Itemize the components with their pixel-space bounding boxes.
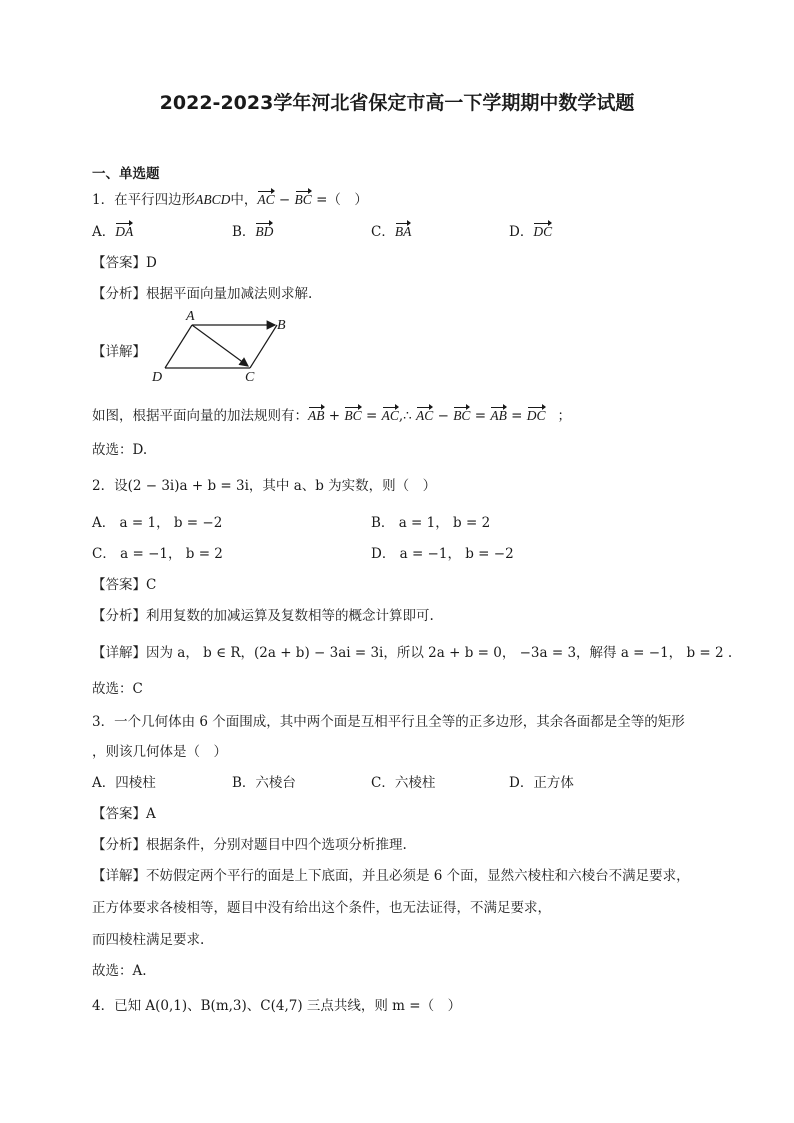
q3-analysis	[92, 833, 407, 853]
q1-conclusion: 故选：D.	[92, 442, 148, 458]
answer-label: 【答案】	[92, 806, 146, 822]
segment-bc	[250, 325, 277, 368]
q1-detail-op: =	[506, 408, 527, 424]
answer-label: 【答案】	[92, 255, 146, 271]
q2-analysis-text: 利用复数的加减运算及复数相等的概念计算即可.	[146, 608, 434, 624]
q1-detail-vec: AC	[381, 408, 399, 423]
q1-detail-vec: DC	[526, 408, 546, 423]
q1-detail-vec: AB	[308, 408, 325, 423]
option-key: C．	[371, 224, 395, 240]
q3-detail-line1	[92, 864, 690, 884]
section-heading: 一、单选题	[92, 166, 160, 182]
q3-option-c: C．六棱柱	[371, 775, 436, 791]
q1-detail-op: =	[470, 408, 491, 424]
option-vector: BD	[255, 224, 274, 239]
vector-ac	[192, 325, 248, 366]
q2-detail	[92, 641, 732, 661]
q1-detail-end: ；	[557, 408, 572, 424]
q3-option-b: B．六棱台	[232, 775, 296, 791]
q1-detail-vec: BC	[453, 408, 471, 423]
q1-answer-value: D	[146, 255, 157, 271]
q1-detail-vec: AC	[416, 408, 434, 423]
option-vector: DC	[533, 224, 553, 239]
detail-label: 【详解】	[92, 868, 146, 884]
q3-conclusion: 故选：A.	[92, 963, 147, 979]
q2-option-c: C． a = −1， b = 2	[92, 546, 223, 562]
q3-analysis-text: 根据条件，分别对题目中四个选项分析推理.	[146, 837, 407, 853]
q1-stem-prefix: 1．在平行四边形	[92, 192, 196, 208]
q3-answer	[92, 802, 156, 822]
q1-detail-vec: AB	[490, 408, 507, 423]
q2-option-d: D． a = −1， b = −2	[371, 546, 514, 562]
point-d-label: D	[152, 370, 163, 385]
option-vector: BA	[394, 224, 412, 239]
q1-detail-vec: BC	[344, 408, 362, 423]
q1-analysis	[92, 282, 312, 302]
option-key: D．	[509, 224, 534, 240]
q2-detail-text: 因为 a， b ∈ R，(2a + b) − 3ai = 3i，所以 2a + b = 0， −3a = 3，解得 a = −1， b = 2 .	[146, 645, 733, 661]
page-title: 2022-2023学年河北省保定市高一下学期期中数学试题	[159, 92, 635, 114]
q1-detail-prefix: 如图，根据平面向量的加法规则有：	[92, 408, 308, 424]
q3-answer-value: A	[146, 806, 156, 822]
q2-conclusion: 故选：C	[92, 681, 143, 697]
analysis-label: 【分析】	[92, 608, 146, 624]
q3-option-d: D．正方体	[509, 775, 574, 791]
q1-option-a	[92, 220, 133, 240]
q1-detail-op: −	[433, 408, 454, 424]
option-vector: DA	[115, 224, 134, 239]
q3-stem-line1: 3．一个几何体由 6 个面围成，其中两个面是互相平行且全等的正多边形，其余各面都是全等的矩形	[92, 714, 685, 730]
q1-detail-op: =	[361, 408, 382, 424]
option-key: A．	[92, 224, 116, 240]
q3-detail-text: 不妨假定两个平行的面是上下底面，并且必须是 6 个面，显然六棱柱和六棱台不满足要求，	[146, 868, 690, 884]
q4-stem: 4．已知 A(0,1)、B(m,3)、C(4,7) 三点共线，则 m =（ ）	[92, 998, 462, 1014]
point-a-label: A	[186, 309, 195, 324]
segment-da	[165, 325, 192, 368]
q3-detail-line3: 而四棱柱满足要求.	[92, 932, 205, 948]
answer-label: 【答案】	[92, 577, 146, 593]
q1-stem-mid: 中，	[230, 192, 258, 208]
q1-option-d	[509, 220, 552, 240]
q3-stem-line2: ，则该几何体是（ ）	[92, 744, 227, 760]
q2-analysis	[92, 604, 434, 624]
q3-option-a: A．四棱柱	[92, 775, 156, 791]
q1-option-b	[232, 220, 273, 240]
q1-vec-ac: AC	[257, 192, 275, 207]
q1-detail-label	[92, 340, 146, 360]
q2-option-b: B． a = 1， b = 2	[371, 515, 491, 531]
q1-answer	[92, 251, 157, 271]
q2-answer-value: C	[146, 577, 157, 593]
q1-analysis-text: 根据平面向量加减法则求解.	[146, 286, 313, 302]
parallelogram-figure	[140, 308, 300, 388]
analysis-label: 【分析】	[92, 286, 146, 302]
option-key: B．	[232, 224, 256, 240]
detail-label: 【详解】	[92, 344, 146, 360]
analysis-label: 【分析】	[92, 837, 146, 853]
q1-shape: ABCD	[195, 192, 231, 207]
detail-label: 【详解】	[92, 645, 146, 661]
q1-option-c	[371, 220, 411, 240]
q1-stem-suffix: =（ ）	[311, 192, 368, 208]
q2-stem: 2．设(2 − 3i)a + b = 3i，其中 a、b 为实数，则（ ）	[92, 478, 437, 494]
q1-detail-op: ,∴	[398, 408, 417, 424]
q2-answer	[92, 573, 156, 593]
q1-stem	[92, 188, 368, 208]
point-b-label: B	[277, 318, 286, 333]
q1-vec-bc: BC	[294, 192, 312, 207]
point-c-label: C	[245, 370, 255, 385]
q1-detail	[92, 404, 571, 424]
q1-minus: −	[274, 192, 295, 208]
q1-detail-op: +	[324, 408, 345, 424]
q3-detail-line2: 正方体要求各棱相等，题目中没有给出这个条件，也无法证得，不满足要求，	[92, 900, 551, 916]
q2-option-a: A． a = 1， b = −2	[92, 515, 223, 531]
